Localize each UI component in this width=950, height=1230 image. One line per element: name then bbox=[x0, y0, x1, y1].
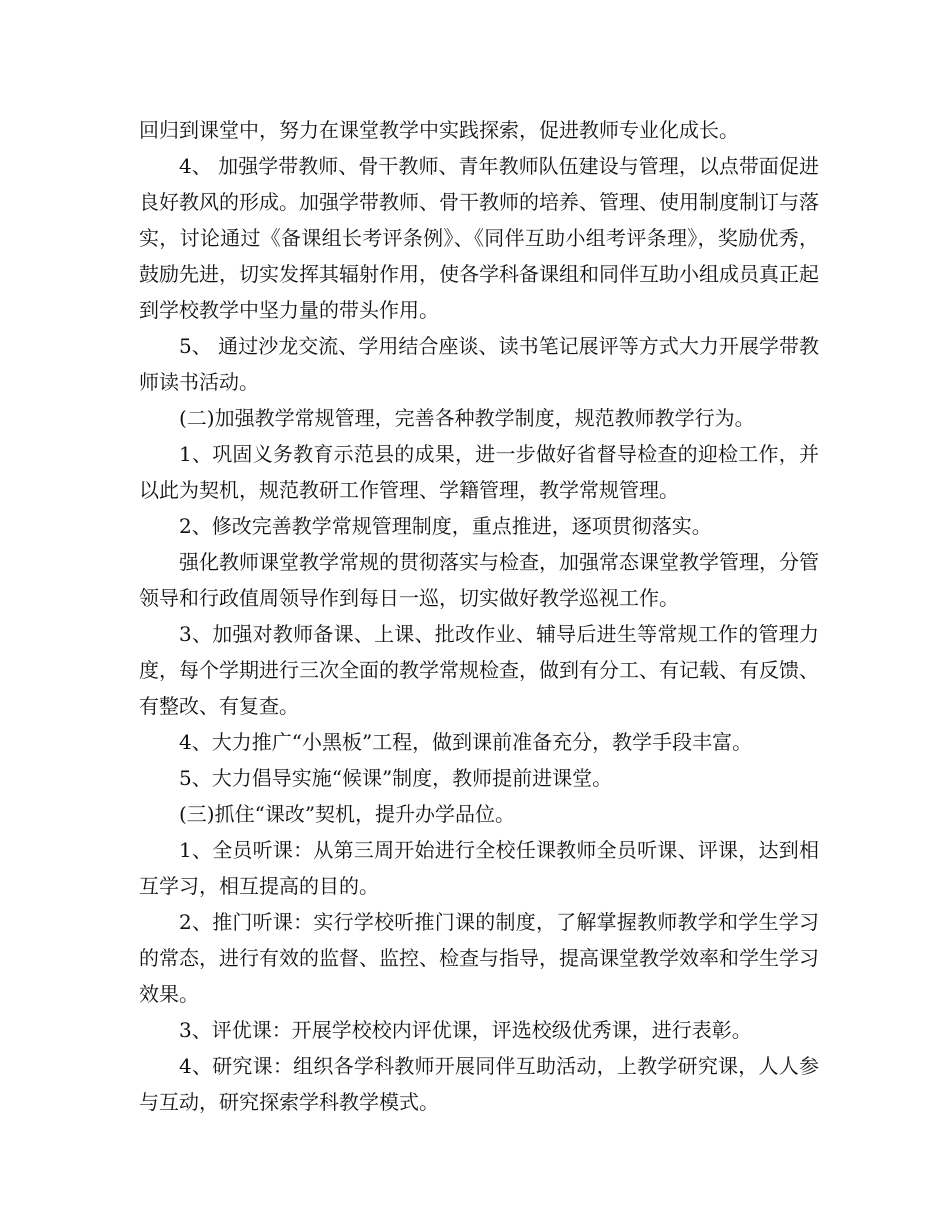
paragraph: 3、评优课：开展学校校内评优课，评选校级优秀课，进行表彰。 bbox=[179, 1018, 752, 1042]
paragraph: 回归到课堂中，努力在课堂教学中实践探索，促进教师专业化成长。 bbox=[139, 118, 739, 142]
paragraph: 4、研究课：组织各学科教师开展同伴互助活动，上教学研究课，人人参与互动，研究探索学科教学模式。 bbox=[139, 1054, 819, 1114]
paragraph: 3、加强对教师备课、上课、批改作业、辅导后进生等常规工作的管理力度，每个学期进行三次全面的教学常规检查，做到有分工、有记载、有反馈、有整改、有复查。 bbox=[139, 622, 819, 718]
paragraph: 5、 通过沙龙交流、学用结合座谈、读书笔记展评等方式大力开展学带教师读书活动。 bbox=[139, 334, 819, 394]
paragraph: 2、推门听课：实行学校听推门课的制度，了解掌握教师教学和学生学习的常态，进行有效的监督、监控、检查与指导，提高课堂教学效率和学生学习效果。 bbox=[139, 910, 819, 1006]
section-heading: (三)抓住“课改”契机，提升办学品位。 bbox=[179, 802, 516, 826]
paragraph: 4、大力推广“小黑板”工程，做到课前准备充分，教学手段丰富。 bbox=[179, 730, 753, 754]
paragraph: 1、巩固义务教育示范县的成果，进一步做好省督导检查的迎检工作，并以此为契机，规范教研工作管理、学籍管理，教学常规管理。 bbox=[139, 442, 819, 502]
paragraph: 1、全员听课：从第三周开始进行全校任课教师全员听课、评课，达到相互学习，相互提高的目的。 bbox=[139, 838, 819, 898]
paragraph: 4、 加强学带教师、骨干教师、青年教师队伍建设与管理，以点带面促进良好教风的形成。加强学带教师、骨干教师的培养、管理、使用制度制订与落实，讨论通过《备课组长考评条例》、《同伴互助小组考评条理》，奖励优秀，鼓励先进，切实发挥其辐射作用，使各学科备课组和同伴互助小组成员真正起到学校教学中坚力量的带头作用。 bbox=[139, 154, 819, 322]
paragraph: 5、大力倡导实施“候课”制度，教师提前进课堂。 bbox=[179, 766, 613, 790]
paragraph: 2、修改完善教学常规管理制度，重点推进，逐项贯彻落实。 bbox=[179, 514, 712, 538]
section-heading: (二)加强教学常规管理，完善各种教学制度，规范教师教学行为。 bbox=[179, 406, 755, 430]
paragraph: 强化教师课堂教学常规的贯彻落实与检查，加强常态课堂教学管理，分管领导和行政值周领导作到每日一巡，切实做好教学巡视工作。 bbox=[139, 550, 819, 610]
document-body bbox=[139, 112, 819, 1120]
